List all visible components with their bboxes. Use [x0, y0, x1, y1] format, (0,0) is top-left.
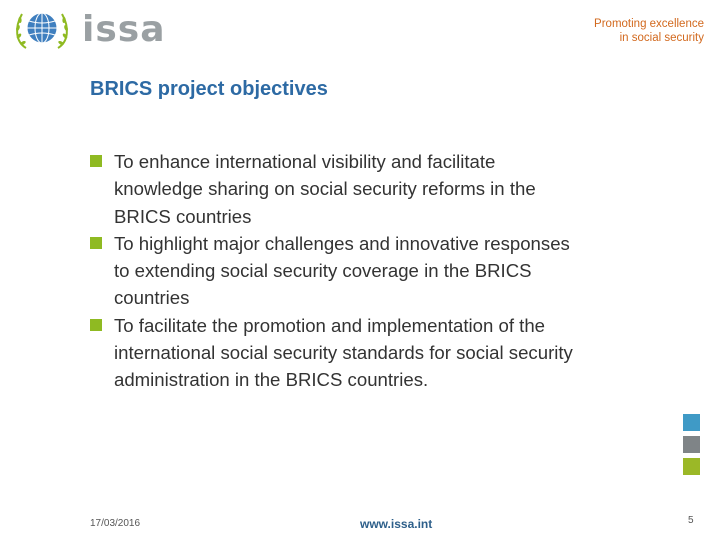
tagline-line1: Promoting excellence	[594, 18, 704, 30]
list-item	[90, 312, 690, 394]
blue-square	[683, 414, 700, 431]
tagline	[504, 17, 704, 45]
list-item-line: to extending social security coverage in the BRICS	[114, 260, 532, 282]
list-item-line: To facilitate the promotion and implementation of the	[114, 314, 546, 336]
list-item-line: administration in the BRICS countries.	[114, 369, 429, 391]
decorative-squares	[683, 414, 700, 480]
list-item	[90, 230, 690, 312]
objectives-list	[90, 148, 690, 394]
footer-url-link[interactable]: www.issa.int	[360, 517, 433, 531]
slide-title: BRICS project objectives	[90, 78, 328, 100]
list-item-line: To highlight major challenges and innovative responses	[114, 232, 570, 254]
list-item-line: international social security standards for social security	[114, 342, 573, 364]
square-bullet-icon	[90, 237, 102, 249]
list-item-line: knowledge sharing on social security reforms in the	[114, 178, 536, 200]
list-item-line: To enhance international visibility and facilitate	[114, 151, 496, 172]
gray-square	[683, 436, 700, 453]
list-item	[90, 148, 690, 230]
logo-wordmark: issa	[82, 9, 166, 50]
square-bullet-icon	[90, 155, 102, 167]
list-item-line: BRICS countries	[114, 205, 252, 227]
issa-logo	[12, 4, 166, 56]
square-bullet-icon	[90, 319, 102, 331]
green-square	[683, 458, 700, 475]
globe-laurel-icon	[12, 4, 72, 54]
tagline-line2: in social security	[619, 32, 704, 44]
page-number: 5	[688, 515, 694, 526]
list-item-line: countries	[114, 287, 190, 309]
footer-date: 17/03/2016	[90, 518, 141, 529]
